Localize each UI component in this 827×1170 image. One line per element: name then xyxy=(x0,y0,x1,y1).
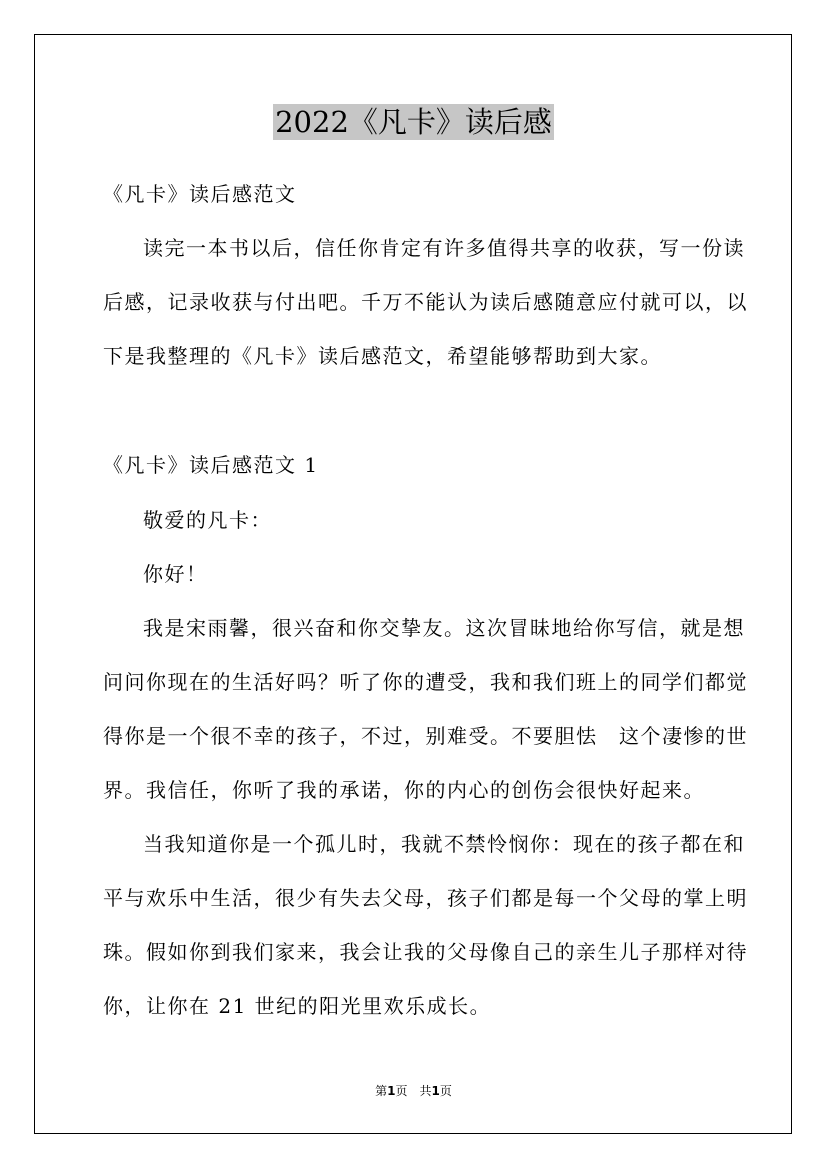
footer-total-suffix: 页 xyxy=(439,1084,452,1098)
title-container xyxy=(0,104,827,140)
paragraph2-line-4: 你，让你在 21 世纪的阳光里欢乐成长。 xyxy=(103,994,492,1018)
greeting: 你好！ xyxy=(143,562,208,586)
salutation: 敬爱的凡卡： xyxy=(143,508,272,532)
paragraph1-line-1: 我是宋雨馨，很兴奋和你交挚友。这次冒昧地给你写信，就是想 xyxy=(143,616,745,640)
page-footer xyxy=(0,1083,827,1099)
footer-total-prefix: 共 xyxy=(419,1084,432,1098)
intro-line-3: 下是我整理的《凡卡》读后感范文，希望能够帮助到大家。 xyxy=(103,344,662,368)
paragraph1-line-3: 得你是一个很不幸的孩子，不过，别难受。不要胆怯 这个凄惨的世 xyxy=(103,724,748,748)
footer-page-prefix: 第 xyxy=(375,1084,388,1098)
footer-page-number: 1 xyxy=(387,1084,396,1098)
paragraph2-line-3: 珠。假如你到我们家来，我会让我的父母像自己的亲生儿子那样对待 xyxy=(103,940,748,964)
section-heading: 《凡卡》读后感范文 1 xyxy=(103,453,319,477)
document-title: 2022《凡卡》读后感 xyxy=(275,105,552,139)
subtitle: 《凡卡》读后感范文 xyxy=(103,182,297,206)
intro-line-2: 后感，记录收获与付出吧。千万不能认为读后感随意应付就可以，以 xyxy=(103,290,748,314)
paragraph1-line-2: 问问你现在的生活好吗？听了你的遭受，我和我们班上的同学们都觉 xyxy=(103,670,748,694)
paragraph2-line-2: 平与欢乐中生活，很少有失去父母，孩子们都是每一个父母的掌上明 xyxy=(103,886,748,910)
intro-line-1: 读完一本书以后，信任你肯定有许多值得共享的收获，写一份读 xyxy=(143,236,745,260)
footer-total-number: 1 xyxy=(431,1084,440,1098)
paragraph2-line-1: 当我知道你是一个孤儿时，我就不禁怜悯你：现在的孩子都在和 xyxy=(143,832,745,856)
paragraph1-line-4: 界。我信任，你听了我的承诺，你的内心的创伤会很快好起来。 xyxy=(103,778,705,802)
footer-page-suffix: 页 xyxy=(395,1084,408,1098)
